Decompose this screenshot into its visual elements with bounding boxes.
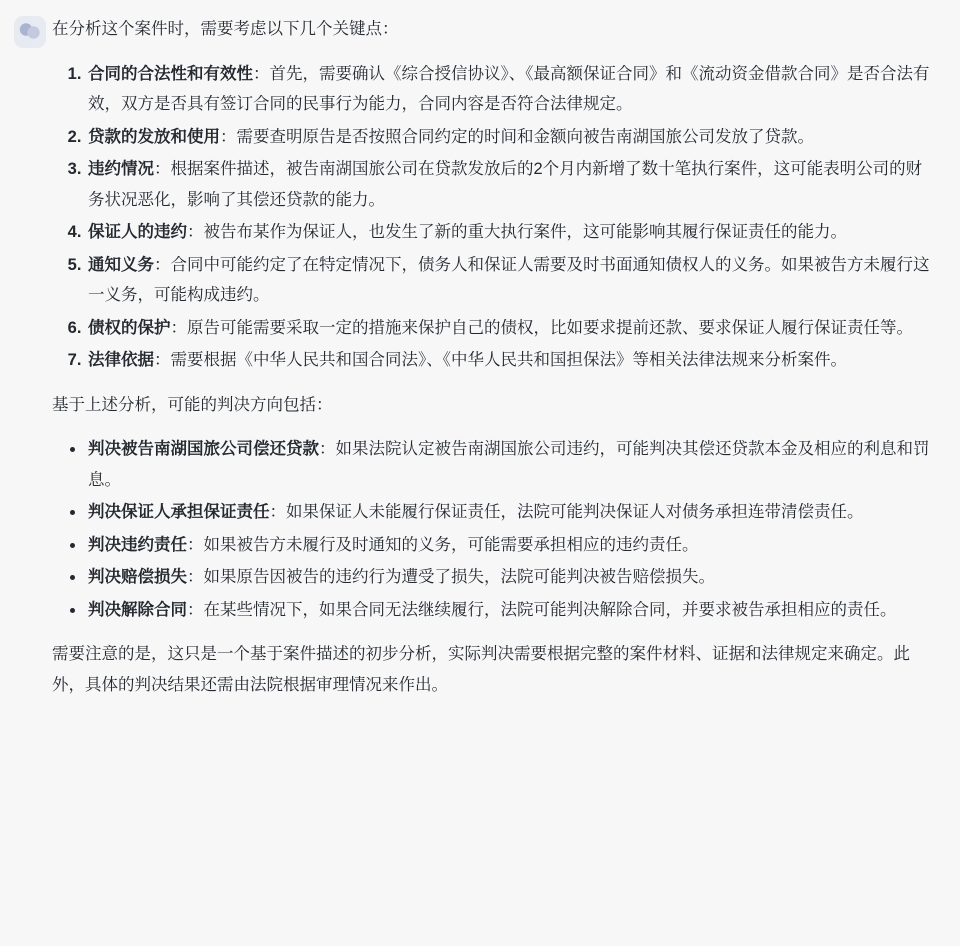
list-item-text: ：根据案件描述，被告南湖国旅公司在贷款发放后的2个月内新增了数十笔执行案件，这可能表明公司的财务状况恶化，影响了其偿还贷款的能力。: [88, 160, 923, 209]
list-item: [86, 313, 930, 344]
avatar: [14, 16, 46, 48]
list-item: [86, 154, 930, 215]
list-item-title: 债权的保护: [88, 318, 171, 337]
list-item-text: ：需要根据《中华人民共和国合同法》、《中华人民共和国担保法》等相关法律法规来分析案件。: [154, 351, 847, 370]
list-item-title: 判决违约责任: [88, 535, 187, 554]
list-item-text: ：原告可能需要采取一定的措施来保护自己的债权，比如要求提前还款、要求保证人履行保证责任等。: [170, 318, 913, 337]
list-item: [86, 217, 930, 248]
list-item-title: 贷款的发放和使用: [88, 127, 220, 146]
list-item: [86, 434, 930, 495]
closing-paragraph: 需要注意的是，这只是一个基于案件描述的初步分析，实际判决需要根据完整的案件材料、证据和法律规定来确定。此外，具体的判决结果还需由法院根据审理情况来作出。: [52, 645, 910, 694]
list-item: [86, 345, 930, 376]
list-item: [86, 122, 930, 153]
list-item-title: 判决解除合同: [88, 600, 187, 619]
assistant-avatar-icon: [19, 22, 41, 42]
list-item-title: 判决保证人承担保证责任: [88, 503, 270, 522]
list-item-text: ：被告布某作为保证人，也发生了新的重大执行案件，这可能影响其履行保证责任的能力。: [187, 223, 847, 242]
avatar-column: [8, 14, 52, 48]
list-item-title: 合同的合法性和有效性: [88, 64, 253, 83]
list-item: [86, 530, 930, 561]
list-item-title: 违约情况: [88, 160, 154, 179]
message-content: [52, 14, 936, 700]
list-item-title: 判决被告南湖国旅公司偿还贷款: [88, 440, 319, 459]
list-item-title: 通知义务: [88, 255, 154, 274]
list-item-text: ：如果被告方未履行及时通知的义务，可能需要承担相应的违约责任。: [187, 535, 699, 554]
list-item: [86, 250, 930, 311]
list-item-text: ：需要查明原告是否按照合同约定的时间和金额向被告南湖国旅公司发放了贷款。: [220, 127, 814, 146]
list-item-text: ：如果原告因被告的违约行为遭受了损失，法院可能判决被告赔偿损失。: [187, 568, 715, 587]
list-item-text: ：如果法院认定被告南湖国旅公司违约，可能判决其偿还贷款本金及相应的利息和罚息。: [88, 440, 930, 489]
list-item: [86, 59, 930, 120]
list-item: [86, 497, 930, 528]
list-item: [86, 562, 930, 593]
list-item-text: ：如果保证人未能履行保证责任，法院可能判决保证人对债务承担连带清偿责任。: [269, 503, 864, 522]
middle-paragraph: 基于上述分析，可能的判决方向包括：: [52, 395, 333, 414]
key-points-list: [52, 59, 930, 376]
intro-paragraph: 在分析这个案件时，需要考虑以下几个关键点：: [52, 20, 399, 38]
list-item-title: 法律依据: [88, 351, 154, 370]
list-item-title: 判决赔偿损失: [88, 568, 187, 587]
list-item-text: ：合同中可能约定了在特定情况下，债务人和保证人需要及时书面通知债权人的义务。如果被告方未履行这一义务，可能构成违约。: [88, 255, 930, 305]
list-item-text: ：首先，需要确认《综合授信协议》、《最高额保证合同》和《流动资金借款合同》是否合法有效，双方是否具有签订合同的民事行为能力，合同内容是否符合法律规定。: [88, 64, 930, 114]
list-item-title: 保证人的违约: [88, 223, 187, 242]
list-item: [86, 595, 930, 626]
verdict-points-list: [52, 434, 930, 625]
list-item-text: ：在某些情况下，如果合同无法继续履行，法院可能判决解除合同，并要求被告承担相应的责任。: [187, 600, 897, 619]
